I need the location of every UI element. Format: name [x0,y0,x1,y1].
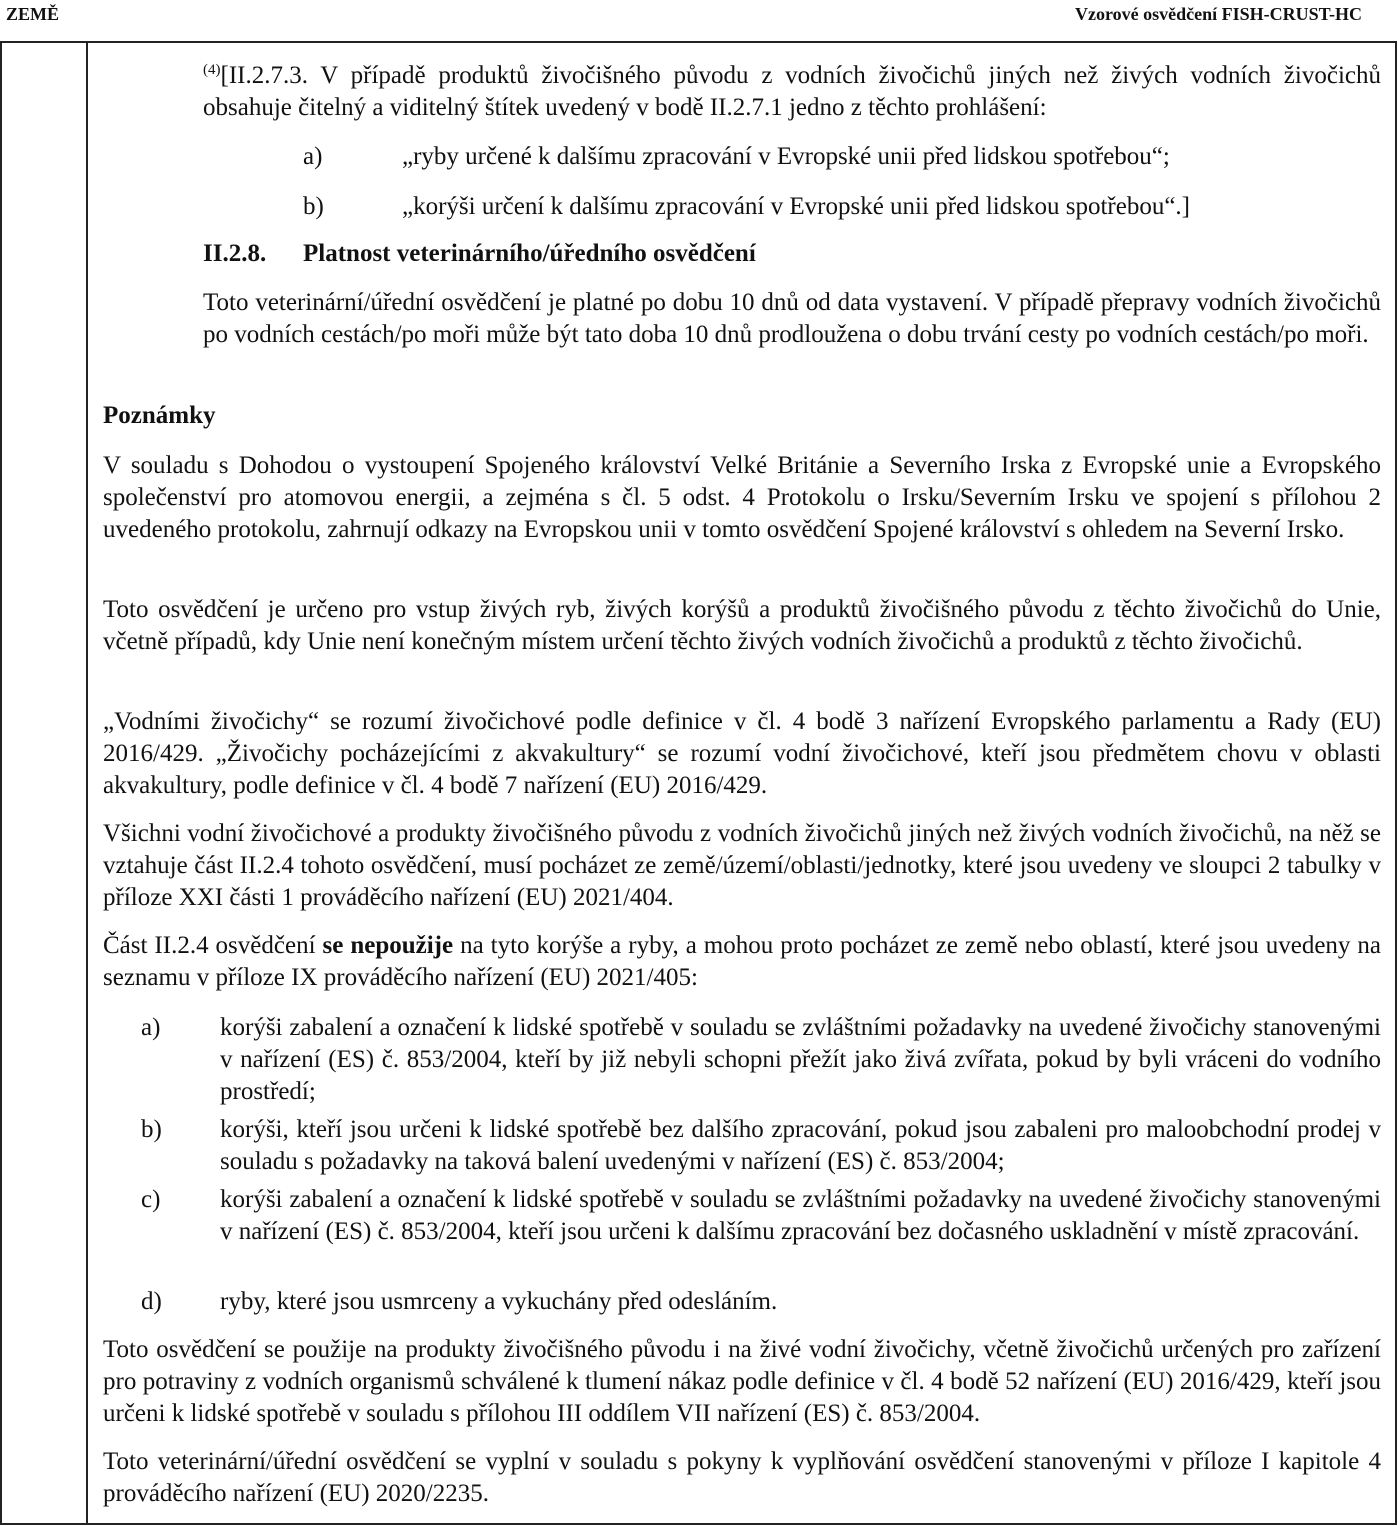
section-2-8-title: Platnost veterinárního/úředního osvědčení [303,240,756,267]
notes-paragraph-3: „Vodními živočichy“ se rozumí živočichové podle definice v čl. 4 bodě 3 nařízení Evropského parlamentu a Rady (EU) 2016/429. „Živočichy pocházejícími z akvakultury“ se rozumí vodní živočichové, kteří jsou předmětem chovu v oblasti akvakultury, podle definice v čl. 4 bodě 7 nařízení (EU) 2016/429. [103,708,1381,799]
right-border [1395,43,1397,1523]
notes-item-b-text: korýši, kteří jsou určeni k lidské spotřebě bez dalšího zpracování, pokud jsou zabaleni pro maloobchodní prodej v souladu s požadavky na taková balení uvedenými v nařízení (ES) č. 853/2004; [220,1116,1381,1175]
notes-paragraph-2: Toto osvědčení je určeno pro vstup živých ryb, živých korýšů a produktů živočišného původu z těchto živočichů do Unie, včetně případů, kdy Unie není konečným místem určení těchto živých vodních živočichů a produktů z těchto živočichů. [103,596,1381,655]
left-border [0,43,2,1523]
notes-item-a-label: a) [141,1014,161,1041]
s273-item-a-text: „ryby určené k dalšímu zpracování v Evropské unii před lidskou spotřebou“; [402,143,1170,170]
section-2-7-3-text: $^{(4)}$[II.2.7.3. V případě produktů živočišného původu z vodních živočichů jiných než živých vodních živočichů obsahuje čitelný a viditelný štítek uvedený v bodě II.2.7.1 jedno z těchto prohlášení: [203,62,1381,121]
notes-heading: Poznámky [103,402,216,429]
section-2-8-number: II.2.8. [203,240,267,267]
notes-item-c-label: c) [141,1186,161,1213]
notes-item-d-text: ryby, které jsou usmrceny a vykuchány před odesláním. [220,1288,778,1315]
footnote-marker: (4) [203,62,221,78]
s273-item-b-text: „korýši určení k dalšímu zpracování v Evropské unii před lidskou spotřebou“.] [402,193,1191,220]
notes-item-d-label: d) [141,1288,162,1315]
notes-item-b-label: b) [141,1116,162,1143]
notes-paragraph-6: Toto osvědčení se použije na produkty živočišného původu i na živé vodní živočichy, včetně živočichů určených pro zařízení pro potraviny z vodních organismů schválené k tlumení nákaz podle definice v čl. 4 bodě 52 nařízení (EU) 2016/429, kteří jsou určeni k lidské spotřebě v souladu s přílohou III oddílem VII nařízení (ES) č. 853/2004. [103,1336,1381,1427]
notes-item-a-text: korýši zabalení a označení k lidské spotřebě v souladu se zvláštními požadavky na uvedené živočichy stanovenými v nařízení (ES) č. 853/2004, kteří by již nebyli schopni přežít jako živá zvířata, pokud by byli vráceni do vodního prostředí; [220,1014,1381,1105]
notes-paragraph-4: Všichni vodní živočichové a produkty živočišného původu z vodních živočichů jiných než živých vodních živočichů, na něž se vztahuje část II.2.4 tohoto osvědčení, musí pocházet ze země/území/oblasti/jednotky, které jsou uvedeny ve sloupci 2 tabulky v příloze XXI části 1 prováděcího nařízení (EU) 2021/404. [103,820,1381,911]
notes-paragraph-1: V souladu s Dohodou o vystoupení Spojeného království Velké Británie a Severního Irska z Evropské unie a Evropského společenství pro atomovou energii, a zejména s čl. 5 odst. 4 Protokolu o Irsku/Severním Irsku ve spojení s přílohou 2 uvedeného protokolu, zahrnují odkazy na Evropskou unii v tomto osvědčení Spojené království s ohledem na Severní Irsko. [103,452,1381,543]
header-certificate-title: Vzorové osvědčení FISH-CRUST-HC [1075,4,1362,24]
column-divider [86,43,88,1523]
emphasis-not-applicable: se nepoužije [322,932,454,959]
header-country: ZEMĚ [6,4,60,24]
s273-item-a-label: a) [303,143,323,170]
notes-item-c-text: korýši zabalení a označení k lidské spotřebě v souladu se zvláštními požadavky na uvedené živočichy stanovenými v nařízení (ES) č. 853/2004, kteří jsou určeni k dalšímu zpracování bez dočasného uskladnění v místě zpracování. [220,1186,1381,1245]
notes-paragraph-5: Část II.2.4 osvědčení se nepoužije na tyto korýše a ryby, a mohou proto pocházet ze země nebo oblastí, které jsou uvedeny na seznamu v příloze IX prováděcího nařízení (EU) 2021/405: [103,932,1381,991]
notes-paragraph-7: Toto veterinární/úřední osvědčení se vyplní v souladu s pokyny k vyplňování osvědčení stanovenými v příloze I kapitole 4 prováděcího nařízení (EU) 2020/2235. [103,1448,1381,1507]
s273-item-b-label: b) [303,193,324,220]
section-2-8-text: Toto veterinární/úřední osvědčení je platné po dobu 10 dnů od data vystavení. V případě přepravy vodních živočichů po vodních cestách/po moři může být tato doba 10 dnů prodloužena o dobu trvání cesty po vodních cestách/po moři. [203,289,1381,348]
